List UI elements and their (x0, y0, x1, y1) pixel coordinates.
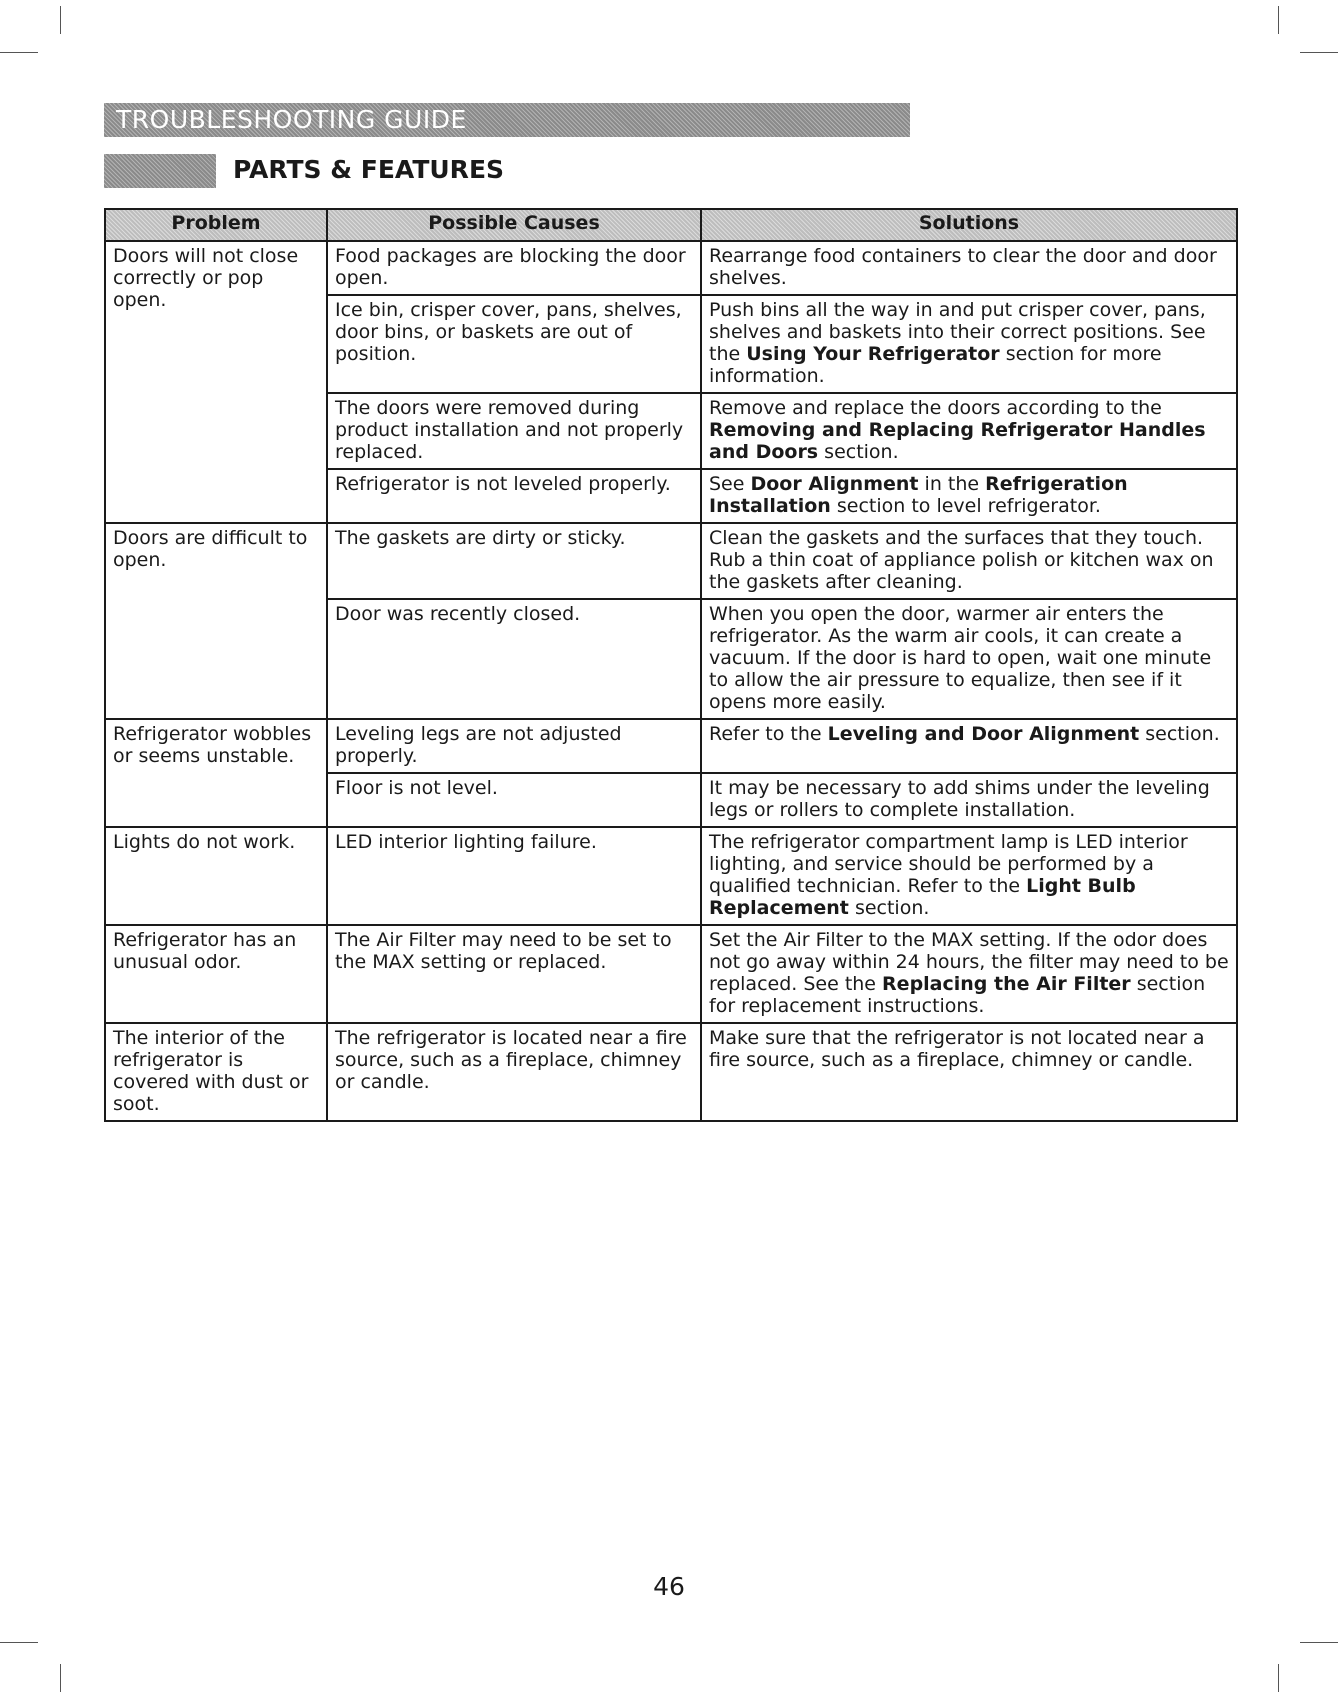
solution-text: section to level refrigerator. (830, 495, 1101, 517)
crop-mark (1300, 52, 1338, 53)
page-number: 46 (653, 1572, 685, 1601)
crop-mark (1278, 6, 1279, 34)
table-body (105, 241, 1237, 1121)
table-row (105, 925, 1237, 1023)
cause-cell: The refrigerator is located near a fire source, such as a fireplace, chimney or candle. (327, 1023, 701, 1121)
column-header-solutions: Solutions (701, 209, 1237, 241)
problem-cell: Refrigerator has an unusual odor. (105, 925, 327, 1023)
solution-reference: Refrigeration Installation (709, 473, 1128, 517)
solution-reference: Leveling and Door Alignment (827, 723, 1140, 745)
table-header-row (105, 209, 1237, 241)
solution-reference: Using Your Refrigerator (746, 343, 1000, 365)
section-title: PARTS & FEATURES (233, 155, 505, 184)
solution-cell (701, 295, 1237, 393)
solution-reference: Replacing the Air Filter (882, 973, 1131, 995)
crop-mark (60, 6, 61, 34)
table-row (105, 241, 1237, 295)
solution-text: section. (1139, 723, 1220, 745)
solution-text: section. (818, 441, 899, 463)
cause-cell: The gaskets are dirty or sticky. (327, 523, 701, 599)
crop-mark (1300, 1642, 1338, 1643)
solution-text: in the (918, 473, 986, 495)
crop-mark (0, 52, 38, 53)
table-row (105, 1023, 1237, 1121)
cause-cell: Floor is not level. (327, 773, 701, 827)
solution-cell (701, 523, 1237, 599)
column-header-problem: Problem (105, 209, 327, 241)
cause-cell: Leveling legs are not adjusted properly. (327, 719, 701, 773)
solution-text: Set the Air Filter to the MAX setting. If the odor does not go away within 24 hours, the filter may need to be replaced. See the (709, 929, 1229, 995)
problem-cell: Doors will not close correctly or pop open. (105, 241, 327, 523)
solution-cell (701, 241, 1237, 295)
solution-reference: Light Bulb Replacement (709, 875, 1136, 919)
crop-mark (60, 1664, 61, 1692)
solution-text: Refer to the (709, 723, 828, 745)
section-marker-block (104, 154, 216, 188)
solution-cell (701, 925, 1237, 1023)
guide-banner: TROUBLESHOOTING GUIDE (104, 103, 910, 137)
problem-cell: Refrigerator wobbles or seems unstable. (105, 719, 327, 827)
solution-text: section. (848, 897, 930, 919)
solution-text: section for more information. (709, 343, 1162, 387)
solution-cell (701, 599, 1237, 719)
crop-mark (1278, 1664, 1279, 1692)
solution-reference: Door Alignment (750, 473, 919, 495)
solution-text: See (709, 473, 751, 495)
solution-cell (701, 469, 1237, 523)
cause-cell: The Air Filter may need to be set to the MAX setting or replaced. (327, 925, 701, 1023)
solution-text: Rearrange food containers to clear the door and door shelves. (709, 245, 1217, 289)
troubleshooting-table (104, 208, 1238, 1122)
solution-text: Push bins all the way in and put crisper cover, pans, shelves and baskets into their correct positions. See the (709, 299, 1206, 365)
solution-text: Make sure that the refrigerator is not located near a fire source, such as a fireplace, chimney or candle. (709, 1027, 1205, 1071)
solution-cell (701, 827, 1237, 925)
cause-cell: Ice bin, crisper cover, pans, shelves, door bins, or baskets are out of position. (327, 295, 701, 393)
problem-cell: Doors are difficult to open. (105, 523, 327, 719)
solution-cell (701, 719, 1237, 773)
solution-cell (701, 773, 1237, 827)
cause-cell: Food packages are blocking the door open. (327, 241, 701, 295)
table-row (105, 523, 1237, 599)
solution-text: Clean the gaskets and the surfaces that they touch. Rub a thin coat of appliance polish or kitchen wax on the gaskets after cleaning. (709, 527, 1214, 593)
solution-cell (701, 393, 1237, 469)
problem-cell: Lights do not work. (105, 827, 327, 925)
cause-cell: Door was recently closed. (327, 599, 701, 719)
crop-mark (0, 1642, 38, 1643)
column-header-possible-causes: Possible Causes (327, 209, 701, 241)
table-row (105, 719, 1237, 773)
table-row (105, 827, 1237, 925)
solution-cell (701, 1023, 1237, 1121)
solution-text: When you open the door, warmer air enters the refrigerator. As the warm air cools, it can create a vacuum. If the door is hard to open, wait one minute to allow the air pressure to equalize, then see if it opens more easily. (709, 603, 1212, 713)
solution-text: The refrigerator compartment lamp is LED interior lighting, and service should be performed by a qualified technician. Refer to the (709, 831, 1188, 897)
cause-cell: The doors were removed during product installation and not properly replaced. (327, 393, 701, 469)
problem-cell: The interior of the refrigerator is covered with dust or soot. (105, 1023, 327, 1121)
solution-text: section for replacement instructions. (709, 973, 1206, 1017)
solution-reference: Removing and Replacing Refrigerator Handles and Doors (709, 419, 1206, 463)
cause-cell: LED interior lighting failure. (327, 827, 701, 925)
solution-text: It may be necessary to add shims under the leveling legs or rollers to complete installation. (709, 777, 1210, 821)
solution-text: Remove and replace the doors according to the (709, 397, 1162, 419)
cause-cell: Refrigerator is not leveled properly. (327, 469, 701, 523)
